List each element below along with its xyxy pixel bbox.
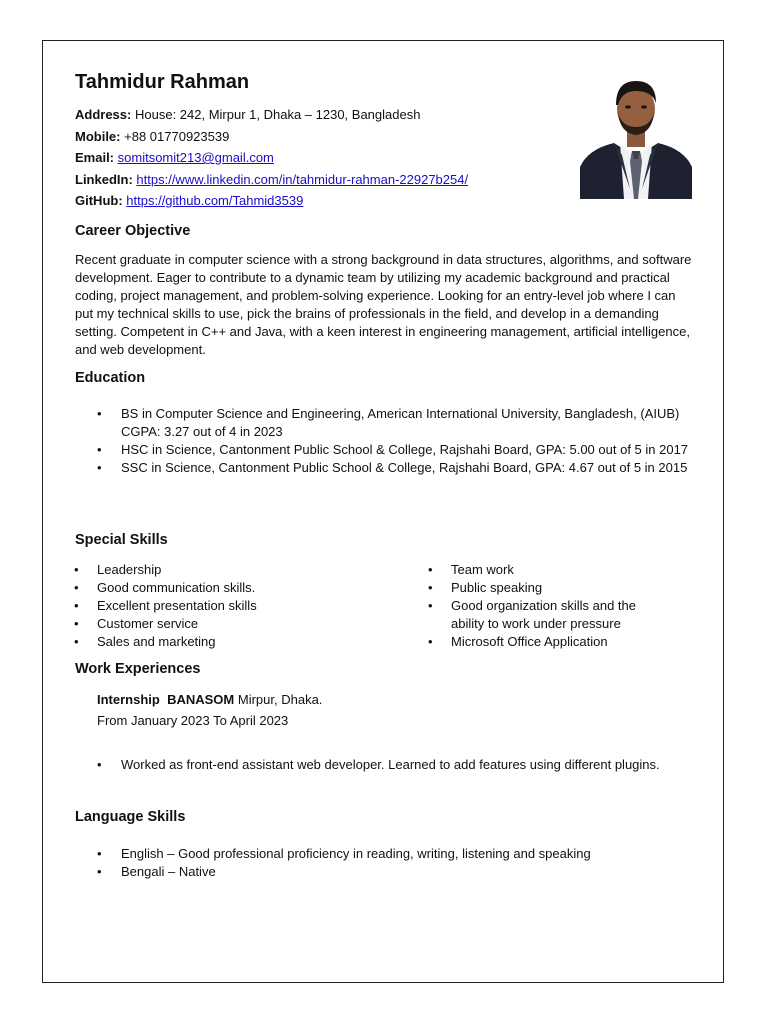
skills-right-list — [397, 561, 667, 651]
email-link[interactable]: somitsomit213@gmail.com — [117, 150, 274, 165]
skills-left-list — [43, 561, 343, 651]
skill-item: • Public speaking — [397, 579, 667, 597]
career-text: Recent graduate in computer science with a strong background in data structures, algorithms, and software development. Eager to contribute to a dynamic team by utilizing my academic background and practical coding, project management, and problem-solving experience. Looking for an entry-level job where I can put my technical skills to use, pick the brains of professionals in the field, and develop in a demanding setting. Competent in C++ and Java, with a keen interest in engineering management, artificial intelligence, and web development. — [75, 252, 692, 357]
work-list — [75, 754, 695, 775]
linkedin-line — [75, 169, 468, 191]
profile-photo — [580, 69, 692, 199]
skill-item: • Good organization skills and the ability to work under pressure — [397, 597, 667, 633]
education-item: • HSC in Science, Cantonment Public School & College, Rajshahi Board, GPA: 5.00 out of 5 in 2017 — [75, 441, 697, 459]
language-item: • English – Good professional proficiency in reading, writing, listening and speaking — [75, 845, 697, 863]
profile-photo-illustration — [580, 69, 692, 199]
language-list — [75, 845, 697, 881]
work-location: Mirpur, Dhaka. — [237, 692, 323, 707]
address-label: Address: — [75, 107, 132, 122]
candidate-name: Tahmidur Rahman — [75, 71, 250, 93]
mobile-label: Mobile: — [75, 128, 121, 144]
career-heading: Career Objective — [75, 223, 191, 239]
github-line — [75, 190, 468, 212]
education-list — [75, 405, 697, 477]
education-item: • SSC in Science, Cantonment Public School & College, Rajshahi Board, GPA: 4.67 out of 5 in 2015 — [75, 459, 697, 477]
work-company: BANASOM — [167, 692, 235, 707]
skill-item: • Sales and marketing — [43, 633, 343, 651]
work-item: • Worked as front-end assistant web developer. Learned to add features using different plugins. — [75, 754, 695, 775]
email-line — [75, 147, 468, 169]
mobile-line — [75, 126, 468, 148]
github-link[interactable]: https://github.com/Tahmid3539 — [126, 193, 304, 208]
contact-block — [75, 104, 468, 212]
linkedin-label: LinkedIn: — [75, 171, 133, 187]
skill-item: • Good communication skills. — [43, 579, 343, 597]
skill-item: • Excellent presentation skills — [43, 597, 343, 615]
language-heading: Language Skills — [75, 809, 186, 825]
mobile-value: +88 01770923539 — [124, 128, 230, 144]
github-label: GitHub: — [75, 193, 123, 208]
skill-item: • Leadership — [43, 561, 343, 579]
skill-item: • Customer service — [43, 615, 343, 633]
resume-page — [42, 40, 724, 983]
address-line — [75, 104, 468, 126]
work-title-line — [97, 692, 322, 707]
work-heading: Work Experiences — [75, 661, 201, 677]
linkedin-link[interactable]: https://www.linkedin.com/in/tahmidur-rahman-22927b254/ — [136, 171, 469, 187]
language-item: • Bengali – Native — [75, 863, 697, 881]
email-label: Email: — [75, 150, 115, 165]
work-period: From January 2023 To April 2023 — [97, 713, 289, 728]
skill-item: • Team work — [397, 561, 667, 579]
skill-item: • Microsoft Office Application — [397, 633, 667, 651]
work-role: Internship — [97, 692, 160, 707]
education-item: • BS in Computer Science and Engineering, American International University, Bangladesh, (AIUB) CGPA: 3.27 out of 4 in 2023 — [75, 405, 697, 441]
education-heading: Education — [75, 370, 146, 386]
skills-heading: Special Skills — [75, 532, 168, 548]
address-value: House: 242, Mirpur 1, Dhaka – 1230, Bangladesh — [134, 107, 421, 122]
